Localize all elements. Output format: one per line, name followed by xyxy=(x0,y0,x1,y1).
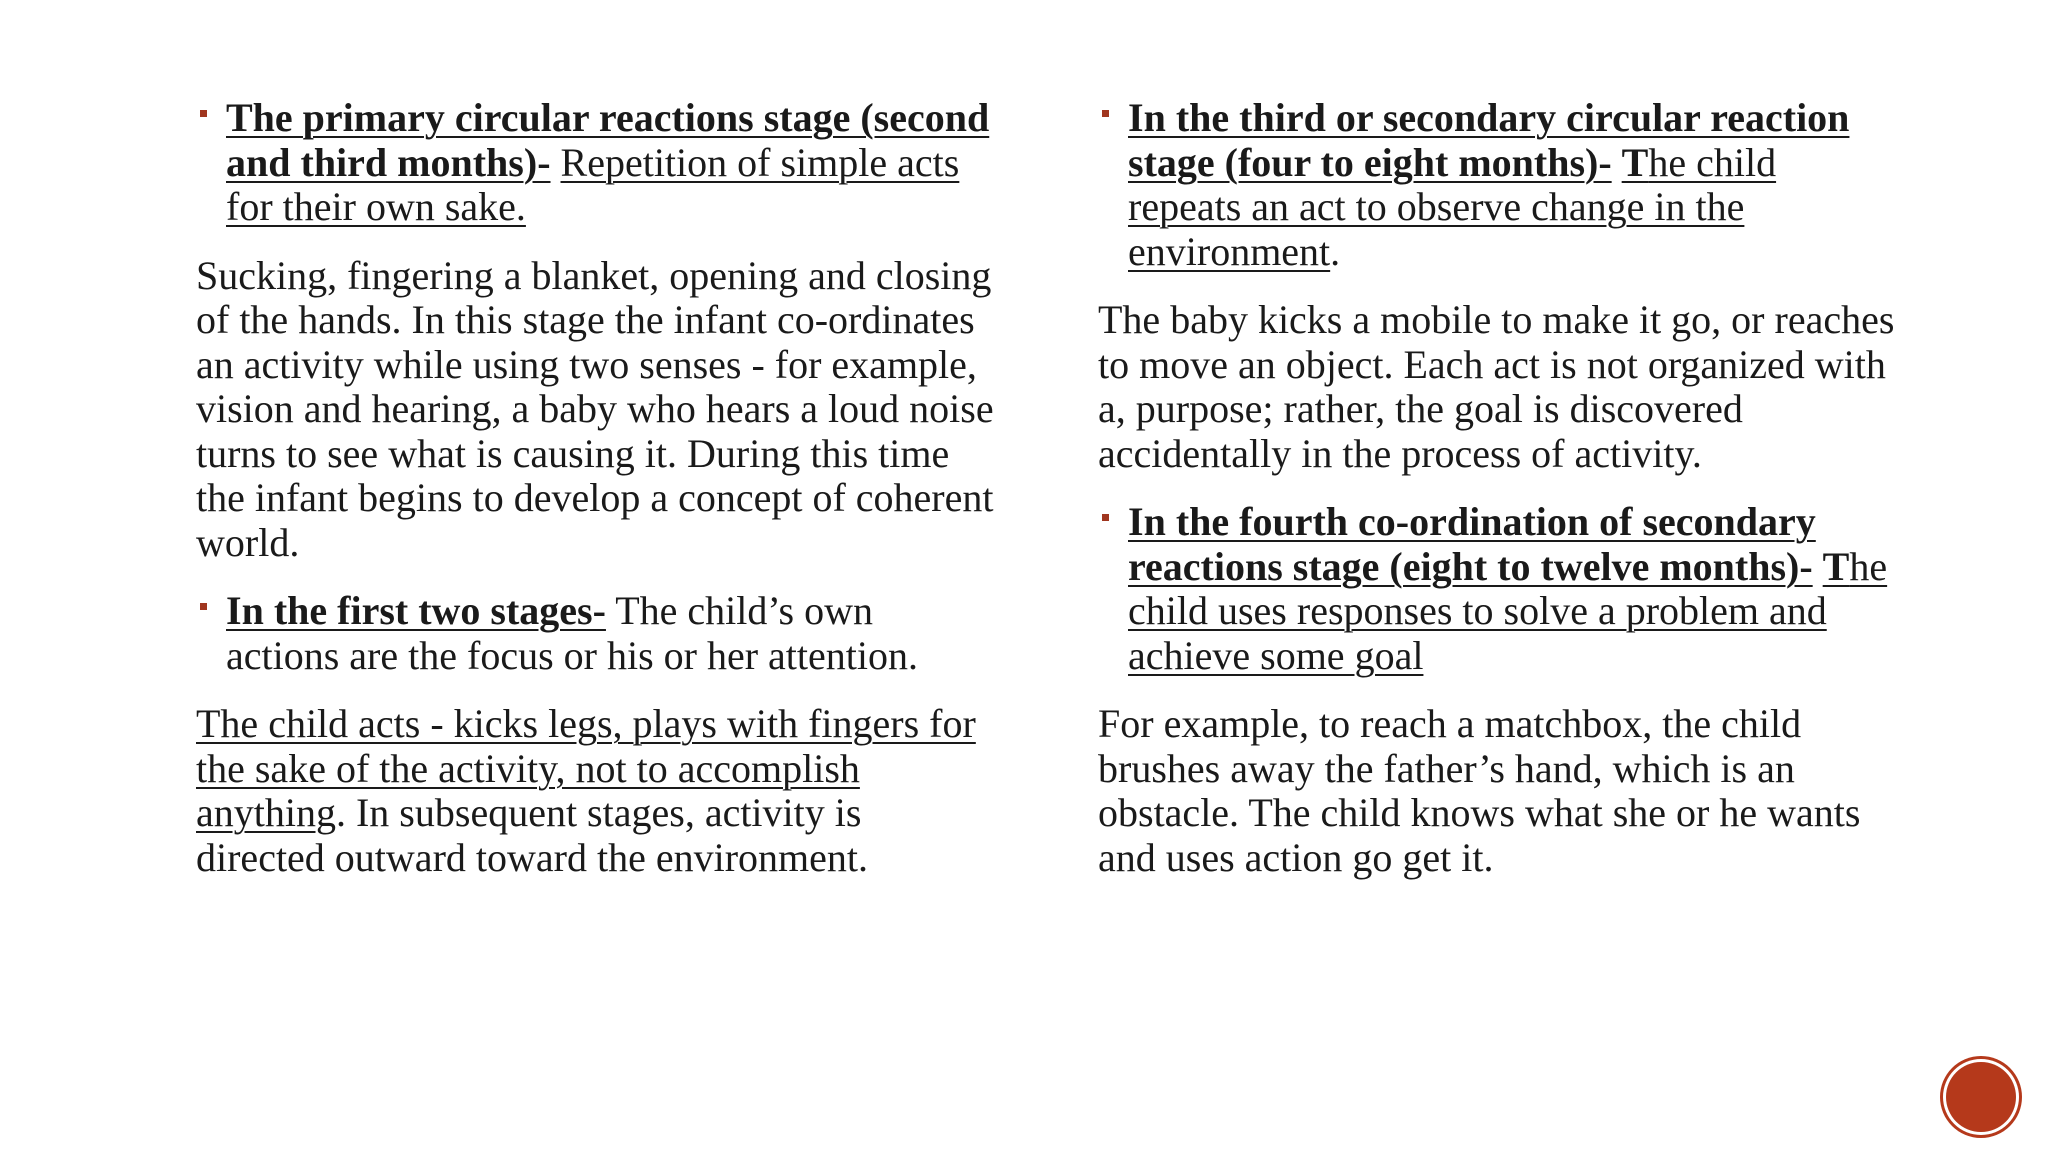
bullet-first-two-stages xyxy=(196,589,996,678)
paragraph-baby-kicks: The baby kicks a mobile to make it go, or reaches to move an object. Each act is not organized with a, purpose; rather, the goal is discovered accidentally in the process of activity. xyxy=(1098,297,1895,476)
bullet-square-icon xyxy=(200,110,207,117)
bullet-heading: In the first two stages- xyxy=(226,588,606,633)
bullet-body-end: . xyxy=(1330,228,1341,274)
bullet-body: he child repeats an act to observe change in the environment xyxy=(1128,139,1777,274)
bullet-secondary-circular-reaction xyxy=(1098,96,1898,274)
bullet-heading: In the third or secondary circular reaction stage (four to eight months)- xyxy=(1128,95,1850,185)
right-column xyxy=(1098,96,1898,880)
bullet-heading-initial: T xyxy=(1621,139,1649,185)
bullet-square-icon xyxy=(1102,514,1109,521)
bullet-square-icon xyxy=(200,603,207,610)
bullet-text xyxy=(226,589,996,678)
left-column xyxy=(196,96,996,880)
paragraph-child-acts xyxy=(196,702,996,880)
bullet-body: The child’s own actions are the focus or his or her attention. xyxy=(226,588,918,678)
underlined-text: The child acts - kicks legs, plays with fingers for the sake of the activity, not to accomplish anything xyxy=(196,701,976,835)
bullet-fourth-coordination xyxy=(1098,500,1898,678)
bullet-text xyxy=(1128,96,1898,274)
bullet-square-icon xyxy=(1102,110,1109,117)
bullet-heading: In the fourth co-ordination of secondary reactions stage (eight to twelve months)- xyxy=(1128,499,1816,589)
paragraph-rest: . In subsequent stages, activity is directed outward toward the environment. xyxy=(196,790,868,880)
paragraph-sucking: Sucking, fingering a blanket, opening and closing of the hands. In this stage the infant co-ordinates an activity while using two senses - for example, vision and hearing, a baby who hears a loud noise turns to see what is causing it. During this time the infant begins to develop a concept of coherent world. xyxy=(196,252,994,565)
slide-number-badge xyxy=(1946,1062,2016,1132)
bullet-body: Repetition of simple acts for their own sake. xyxy=(226,139,960,229)
bullet-body: he child uses responses to solve a problem and achieve some goal xyxy=(1128,543,1888,678)
bullet-heading: The primary circular reactions stage (second and third months)- xyxy=(226,95,990,185)
paragraph-matchbox: For example, to reach a matchbox, the child brushes away the father’s hand, which is an obstacle. The child knows what she or he wants and uses action go get it. xyxy=(1098,701,1861,880)
bullet-text xyxy=(1128,500,1898,678)
bullet-text xyxy=(226,96,996,230)
bullet-primary-circular-reactions xyxy=(196,96,996,230)
bullet-heading-initial: T xyxy=(1822,543,1850,589)
